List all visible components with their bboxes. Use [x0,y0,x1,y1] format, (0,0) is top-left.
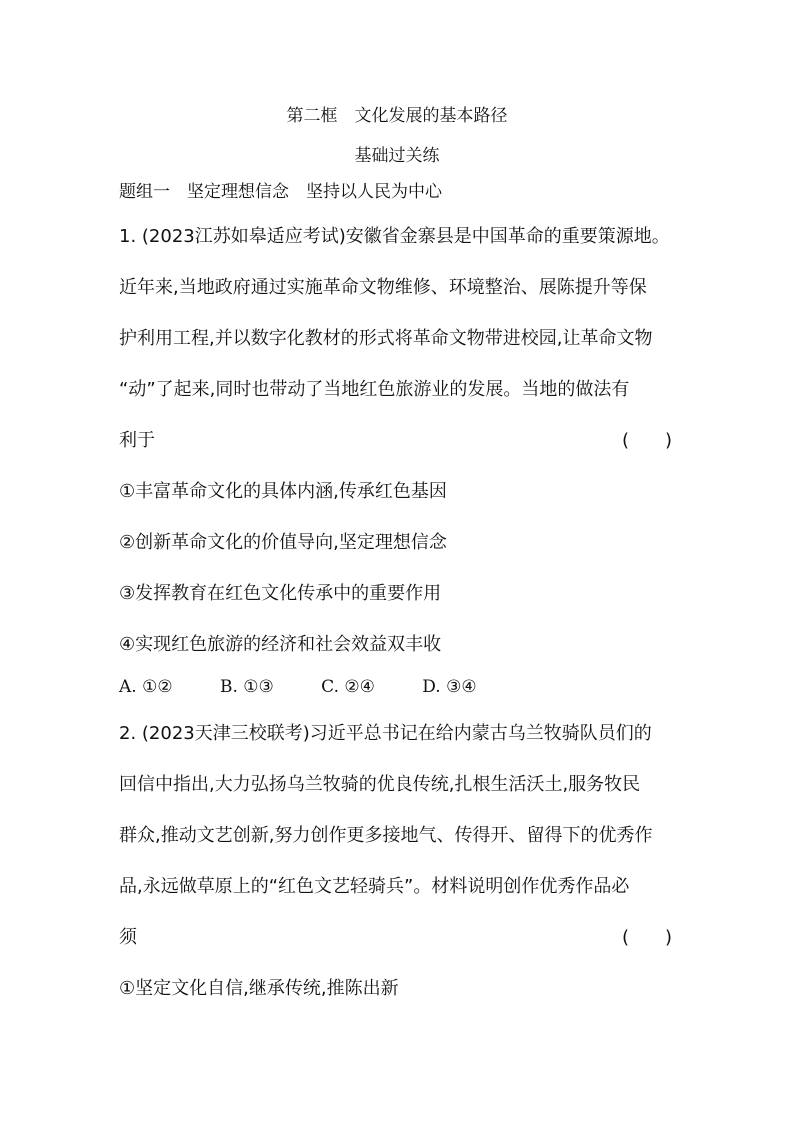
question-text-line: 回信中指出,大力弘扬乌兰牧骑的优良传统,扎根生活沃土,服务牧民 [119,774,641,795]
question-text-line: 2. (2023天津三校联考)习近平总书记在给内蒙古乌兰牧骑队员们的 [119,723,652,744]
option-b: B. ①③ [219,677,274,697]
question-text-line: “动”了起来,同时也带动了当地红色旅游业的发展。当地的做法有 [119,379,630,400]
statement-item: ①丰富革命文化的具体内涵,传承红色基因 [119,481,447,502]
section-subtitle: 基础过关练 [354,146,440,166]
question-text-line: 品,永远做草原上的“红色文艺轻骑兵”。材料说明创作优秀作品必 [119,876,630,897]
question-text-line: 近年来,当地政府通过实施革命文物维修、环境整治、展陈提升等保 [119,277,647,298]
answer-options [119,675,519,699]
option-d: D. ③④ [422,677,477,697]
question-text-line: 须 [119,927,137,948]
question-group-label: 题组一 坚定理想信念 坚持以人民为中心 [119,182,442,202]
statement-item: ①坚定文化自信,继承传统,推陈出新 [119,978,399,999]
question-text-line: 群众,推动文艺创新,努力创作更多接地气、传得开、留得下的优秀作 [119,825,653,846]
section-title: 第二框 文化发展的基本路径 [286,106,508,126]
statement-item: ②创新革命文化的价值导向,坚定理想信念 [119,532,447,553]
question-text-line: 1. (2023江苏如皋适应考试)安徽省金寨县是中国革命的重要策源地。 [119,226,670,247]
question-text-line: 利于 [119,430,155,451]
statement-item: ④实现红色旅游的经济和社会效益双丰收 [119,634,442,655]
answer-blank: ( ) [622,927,673,948]
statement-item: ③发挥教育在红色文化传承中的重要作用 [119,583,442,604]
option-c: C. ②④ [321,677,375,697]
option-a: A. ①② [119,677,173,697]
question-text-line: 护利用工程,并以数字化教材的形式将革命文物带进校园,让革命文物 [119,328,653,349]
answer-blank: ( ) [622,430,673,451]
